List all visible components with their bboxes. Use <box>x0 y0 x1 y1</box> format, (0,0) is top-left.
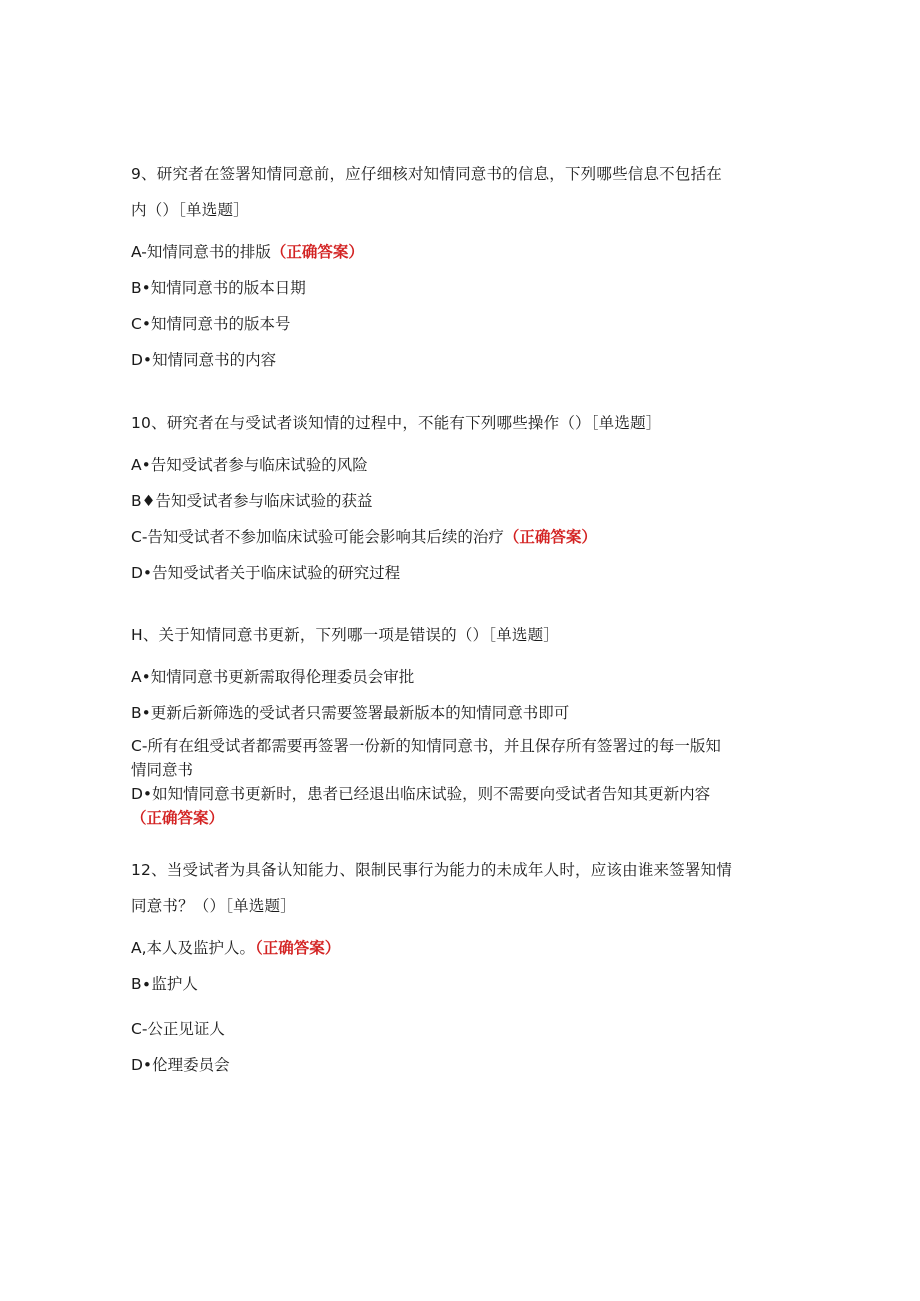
question-9-stem-line-2: 内（）［单选题］ <box>131 201 249 219</box>
option-text: B♦告知受试者参与临床试验的获益 <box>131 492 373 510</box>
option-text-continued: 情同意书 <box>131 761 194 779</box>
option-text: D•伦理委员会 <box>131 1056 230 1074</box>
question-12-stem-line-1: 12、当受试者为具备认知能力、限制民事行为能力的未成年人时，应该由谁来签署知情 <box>131 861 733 879</box>
option-text: A•告知受试者参与临床试验的风险 <box>131 456 368 474</box>
question-11-option-b <box>131 702 569 724</box>
question-10-option-d <box>131 562 400 584</box>
correct-answer-mark: （正确答案） <box>270 243 364 261</box>
option-text: C•知情同意书的版本号 <box>131 315 291 333</box>
question-12-stem-line-2: 同意书？（）［单选题］ <box>131 897 296 915</box>
question-10-stem-line-1: 10、研究者在与受试者谈知情的过程中，不能有下列哪些操作（）［单选题］ <box>131 414 662 432</box>
question-11-option-d <box>131 783 710 805</box>
option-text: B•更新后新筛选的受试者只需要签署最新版本的知情同意书即可 <box>131 704 570 722</box>
question-12-option-d <box>131 1054 230 1076</box>
option-text: D•知情同意书的内容 <box>131 351 277 369</box>
option-text: C-公正见证人 <box>131 1020 225 1038</box>
option-text: C-告知受试者不参加临床试验可能会影响其后续的治疗 <box>131 528 504 546</box>
question-11-option-c <box>131 735 721 757</box>
option-text: D•告知受试者关于临床试验的研究过程 <box>131 564 401 582</box>
question-9-option-c <box>131 313 290 335</box>
question-10-option-b <box>131 490 373 512</box>
question-12-option-a <box>131 937 340 959</box>
question-10-option-a <box>131 454 368 476</box>
question-11-option-a <box>131 666 414 688</box>
question-9-option-d <box>131 349 276 371</box>
question-12-option-b <box>131 973 198 995</box>
question-12-option-c <box>131 1018 225 1040</box>
question-9-stem-line-1: 9、研究者在签署知情同意前，应仔细核对知情同意书的信息，下列哪些信息不包括在 <box>131 165 722 183</box>
question-9-option-b <box>131 277 306 299</box>
option-text: A-知情同意书的排版 <box>131 243 271 261</box>
option-text: D•如知情同意书更新时，患者已经退出临床试验，则不需要向受试者告知其更新内容 <box>131 785 711 803</box>
correct-answer-mark: （正确答案） <box>503 528 597 546</box>
option-text: A•知情同意书更新需取得伦理委员会审批 <box>131 668 415 686</box>
option-text: B•知情同意书的版本日期 <box>131 279 306 297</box>
option-text: C-所有在组受试者都需要再签署一份新的知情同意书，并且保存所有签署过的每一版知 <box>131 737 721 755</box>
correct-answer-mark: （正确答案） <box>131 809 225 827</box>
question-10-option-c <box>131 526 597 548</box>
correct-answer-mark: （正确答案） <box>255 939 341 957</box>
question-11-option-d-continued <box>131 807 224 829</box>
question-11-stem-line-1: H、关于知情同意书更新，下列哪一项是错误的（）［单选题］ <box>131 626 560 644</box>
question-9-option-a <box>131 241 364 263</box>
option-text: A,本人及监护人。 <box>131 939 256 957</box>
question-11-option-c-continued <box>131 759 193 781</box>
option-text: B∙监护人 <box>131 975 198 993</box>
